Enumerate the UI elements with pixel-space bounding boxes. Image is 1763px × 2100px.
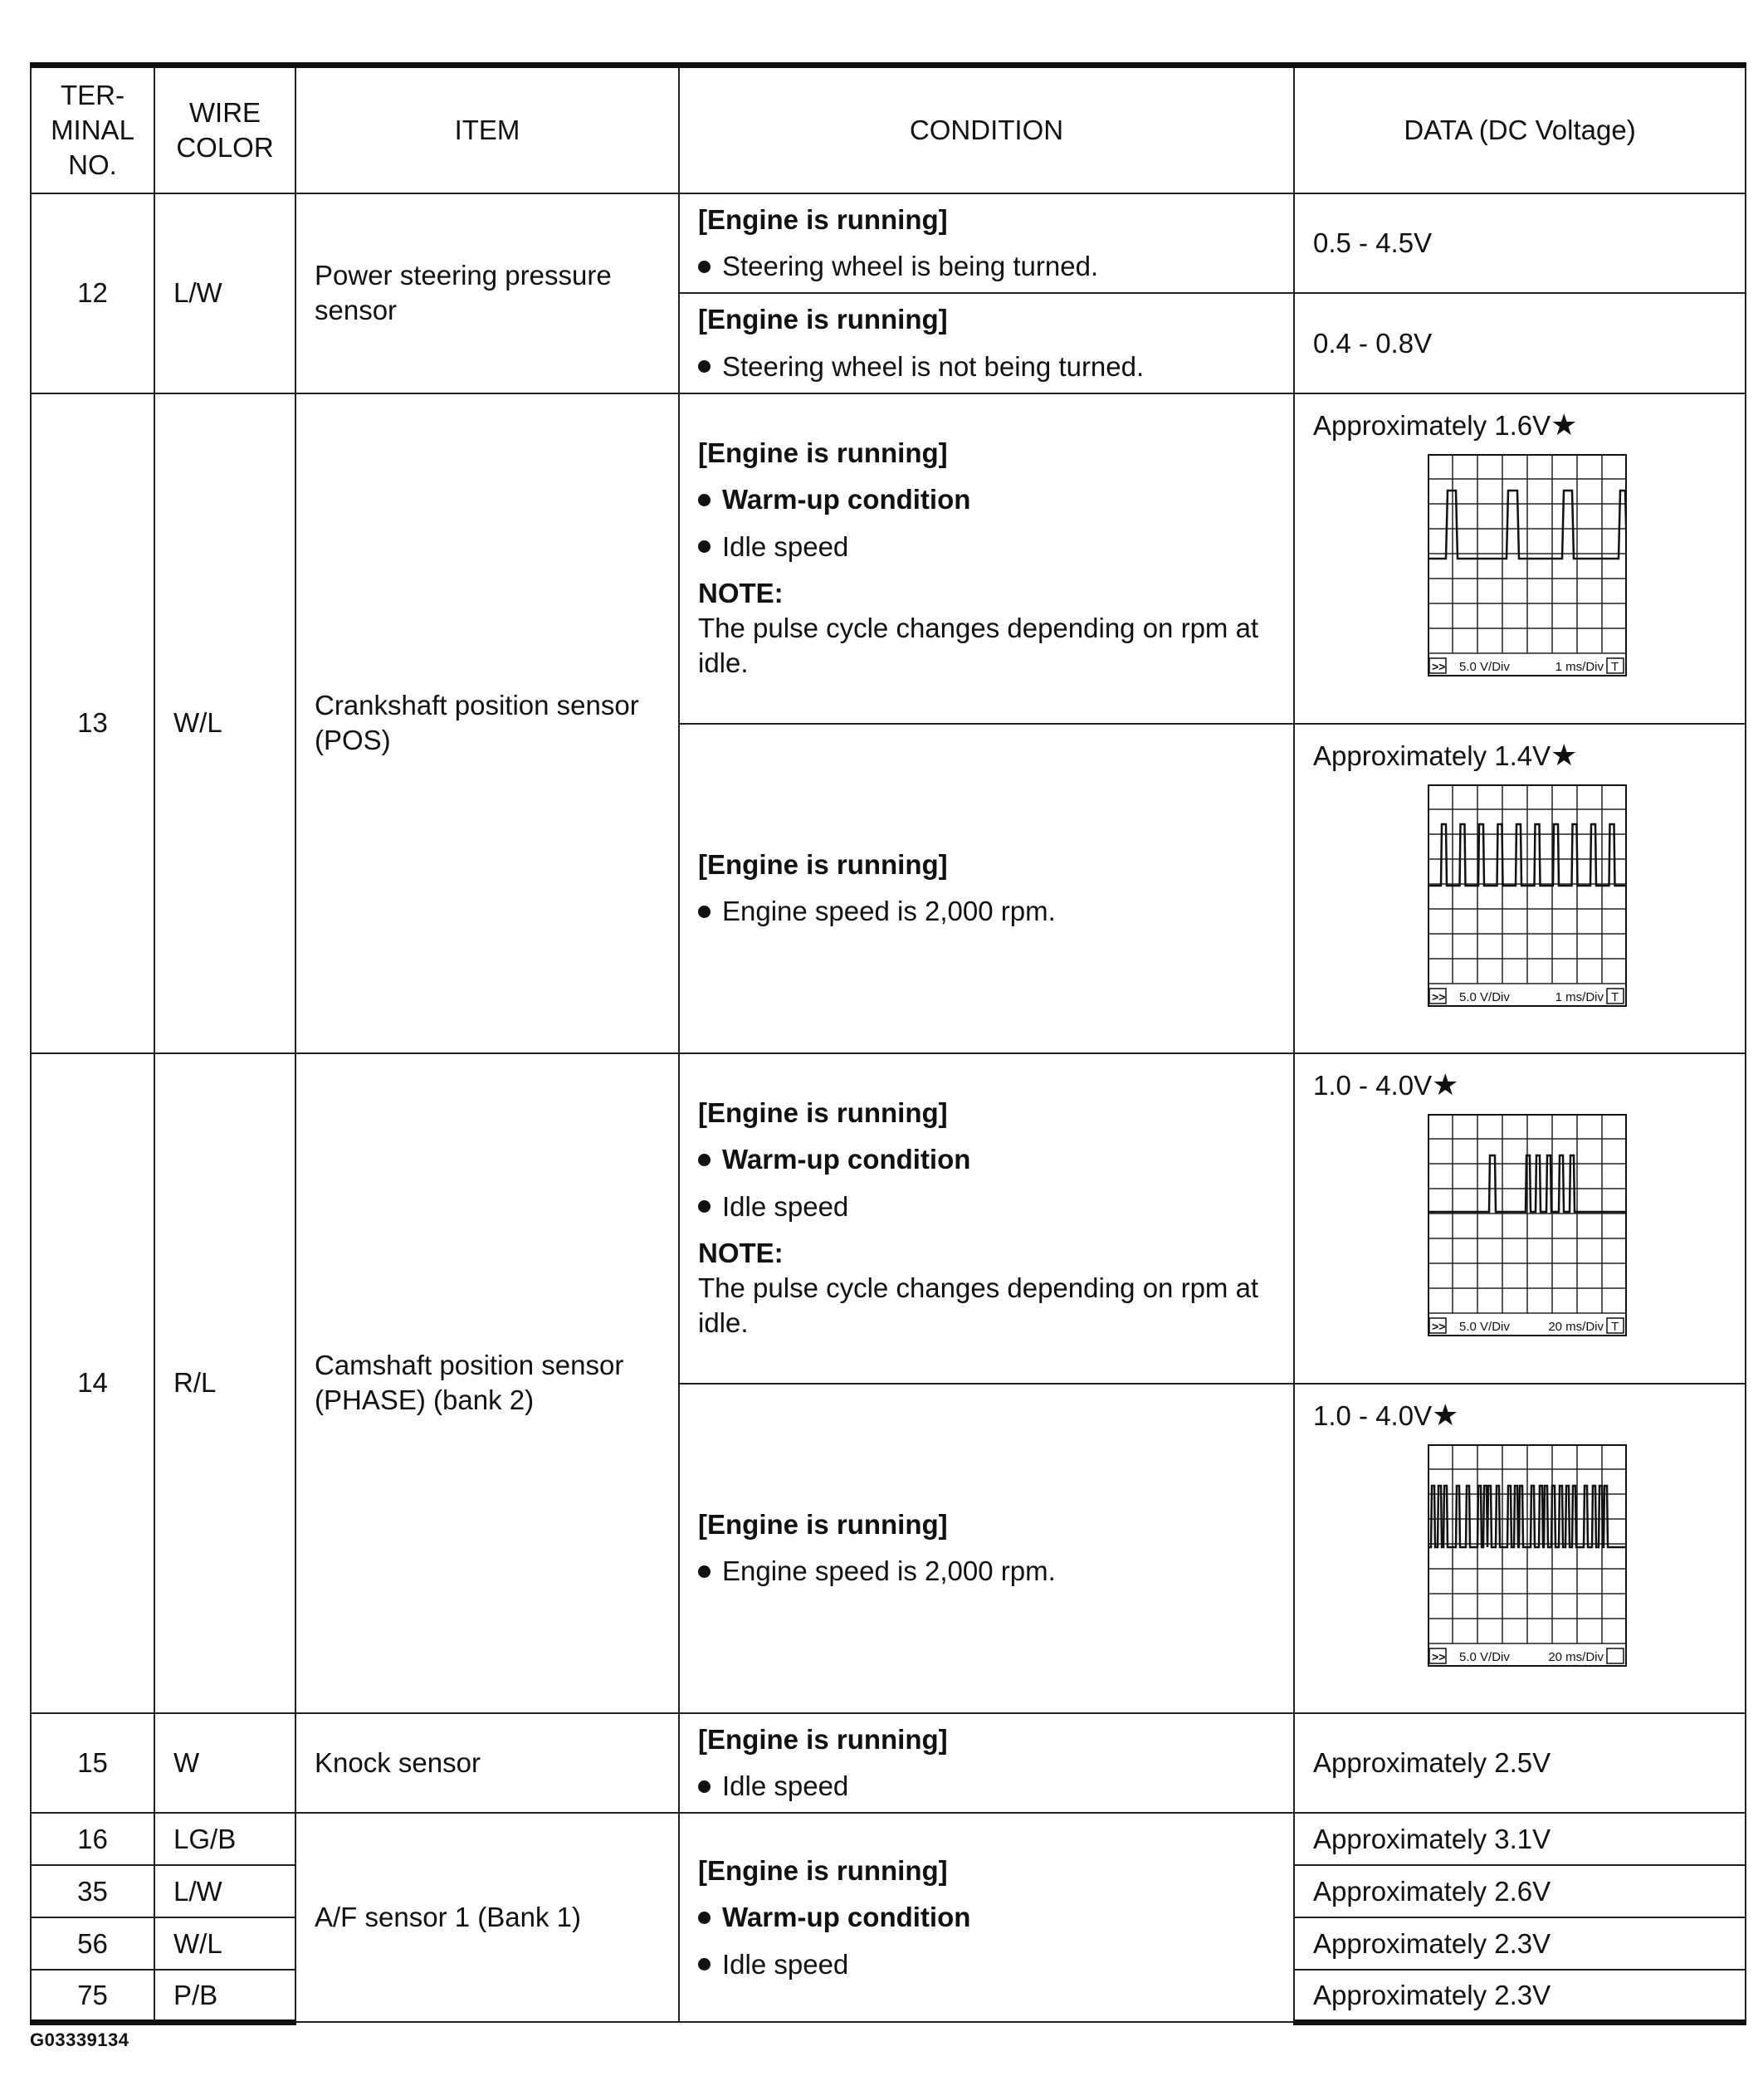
scope-start-label: >> — [1432, 1650, 1446, 1664]
table-row — [31, 1713, 1746, 1813]
condition-cell — [679, 1053, 1294, 1384]
terminal-cell: 13 — [31, 393, 154, 1053]
terminal-cell: 14 — [31, 1053, 154, 1713]
item-cell: Knock sensor — [295, 1713, 679, 1813]
item-cell: Crankshaft position sensor (POS) — [295, 393, 679, 1053]
terminal-data-table — [30, 62, 1746, 2025]
header-terminal-line3: NO. — [68, 149, 117, 181]
star-icon: ★ — [1551, 737, 1578, 772]
scope-start-label: >> — [1432, 1320, 1446, 1334]
note-label: NOTE: — [698, 577, 784, 608]
data-cell — [1294, 1384, 1746, 1713]
data-cell: Approximately 2.3V — [1294, 1970, 1746, 2022]
wire-color-cell: P/B — [154, 1970, 295, 2022]
scope-end-label: T — [1611, 660, 1619, 675]
data-value: Approximately 1.6V — [1313, 409, 1551, 441]
bullet-icon — [698, 1958, 711, 1971]
terminal-cell: 12 — [31, 193, 154, 393]
item-cell: Camshaft position sensor (PHASE) (bank 2) — [295, 1053, 679, 1713]
wire-color-cell: L/W — [154, 1865, 295, 1917]
note-text: The pulse cycle changes depending on rpm at idle. — [698, 1272, 1259, 1339]
figure-code: G03339134 — [30, 2029, 129, 2050]
scope-volt-label: 5.0 V/Div — [1459, 1650, 1510, 1665]
wire-color-cell: W — [154, 1713, 295, 1813]
wire-color-cell: W/L — [154, 1917, 295, 1970]
star-icon: ★ — [1432, 1397, 1459, 1432]
header-condition: CONDITION — [679, 66, 1294, 194]
header-wire-color — [154, 66, 295, 194]
scope-end-marker — [1607, 1648, 1624, 1663]
scope-end-label: T — [1611, 1320, 1619, 1335]
condition-bullet: Idle speed — [698, 1947, 1275, 1982]
data-cell — [1294, 1053, 1746, 1384]
condition-cell — [679, 1713, 1294, 1813]
wire-color-cell: R/L — [154, 1053, 295, 1713]
bullet-icon — [698, 261, 711, 273]
header-row — [31, 66, 1746, 194]
scope-time-label: 1 ms/Div — [1555, 990, 1604, 1005]
item-cell: A/F sensor 1 (Bank 1) — [295, 1813, 679, 2022]
data-cell — [1294, 724, 1746, 1053]
condition-bullet: Warm-up condition — [698, 1142, 1275, 1177]
note-label: NOTE: — [698, 1237, 784, 1268]
bullet-icon — [698, 906, 711, 918]
condition-header: [Engine is running] — [698, 1855, 948, 1887]
condition-bullet: Idle speed — [698, 1189, 1275, 1224]
bullet-icon — [698, 1200, 711, 1213]
condition-header: [Engine is running] — [698, 204, 948, 235]
scope-graph — [1428, 1444, 1627, 1667]
header-terminal — [31, 66, 154, 194]
condition-bullet: Warm-up condition — [698, 1900, 1275, 1935]
condition-cell — [679, 1813, 1294, 2022]
note-text: The pulse cycle changes depending on rpm at idle. — [698, 613, 1259, 679]
condition-bullet: Steering wheel is being turned. — [698, 249, 1275, 284]
scope-volt-label: 5.0 V/Div — [1459, 990, 1510, 1005]
data-cell: Approximately 2.5V — [1294, 1713, 1746, 1813]
scope-start-label: >> — [1432, 990, 1446, 1004]
terminal-cell: 16 — [31, 1813, 154, 1865]
data-cell: 0.5 - 4.5V — [1294, 193, 1746, 293]
bullet-icon — [698, 1780, 711, 1793]
header-terminal-line1: TER- — [61, 79, 125, 110]
star-icon: ★ — [1551, 407, 1578, 442]
data-cell — [1294, 393, 1746, 724]
scope-time-label: 20 ms/Div — [1548, 1650, 1604, 1665]
data-value: Approximately 1.4V — [1313, 740, 1551, 771]
condition-cell — [679, 724, 1294, 1053]
condition-bullet: Warm-up condition — [698, 482, 1275, 517]
wire-color-cell: W/L — [154, 393, 295, 1053]
condition-cell — [679, 193, 1294, 293]
oscilloscope-waveform — [1428, 454, 1627, 676]
bullet-icon — [698, 1565, 711, 1578]
condition-header: [Engine is running] — [698, 304, 948, 335]
data-value: 1.0 - 4.0V — [1313, 1069, 1433, 1101]
bullet-icon — [698, 360, 711, 373]
condition-header: [Engine is running] — [698, 849, 948, 881]
table-row — [31, 193, 1746, 293]
condition-bullet: Idle speed — [698, 530, 1275, 564]
bullet-icon — [698, 1154, 711, 1166]
scope-volt-label: 5.0 V/Div — [1459, 660, 1510, 675]
condition-bullet: Idle speed — [698, 1769, 1275, 1804]
bullet-icon — [698, 540, 711, 553]
oscilloscope-waveform — [1428, 1114, 1627, 1336]
scope-graph — [1428, 784, 1627, 1007]
terminal-cell: 56 — [31, 1917, 154, 1970]
table-row — [31, 393, 1746, 724]
condition-header: [Engine is running] — [698, 437, 948, 469]
condition-cell — [679, 393, 1294, 724]
condition-bullet: Engine speed is 2,000 rpm. — [698, 894, 1275, 929]
condition-bullet: Engine speed is 2,000 rpm. — [698, 1554, 1275, 1589]
terminal-cell: 75 — [31, 1970, 154, 2022]
bullet-icon — [698, 1912, 711, 1924]
header-wire-line2: COLOR — [176, 132, 274, 163]
wire-color-cell: LG/B — [154, 1813, 295, 1865]
data-cell: Approximately 2.6V — [1294, 1865, 1746, 1917]
scope-graph — [1428, 1114, 1627, 1336]
terminal-cell: 15 — [31, 1713, 154, 1813]
condition-bullet: Steering wheel is not being turned. — [698, 349, 1275, 384]
condition-cell — [679, 293, 1294, 393]
condition-cell — [679, 1384, 1294, 1713]
scope-start-label: >> — [1432, 660, 1446, 674]
terminal-cell: 35 — [31, 1865, 154, 1917]
scope-volt-label: 5.0 V/Div — [1459, 1320, 1510, 1335]
header-data: DATA (DC Voltage) — [1294, 66, 1746, 194]
table-row — [31, 1813, 1746, 1865]
data-cell: 0.4 - 0.8V — [1294, 293, 1746, 393]
condition-header: [Engine is running] — [698, 1723, 948, 1755]
wire-color-cell: L/W — [154, 193, 295, 393]
scope-end-label: T — [1611, 990, 1619, 1005]
header-terminal-line2: MINAL — [51, 114, 134, 145]
condition-header: [Engine is running] — [698, 1097, 948, 1129]
oscilloscope-waveform — [1428, 1444, 1627, 1667]
item-cell: Power steering pressure sensor — [295, 193, 679, 393]
oscilloscope-waveform — [1428, 784, 1627, 1007]
condition-header: [Engine is running] — [698, 1509, 948, 1541]
header-item: ITEM — [295, 66, 679, 194]
star-icon: ★ — [1432, 1067, 1459, 1101]
scope-graph — [1428, 454, 1627, 676]
data-cell: Approximately 2.3V — [1294, 1917, 1746, 1970]
table-row — [31, 1053, 1746, 1384]
bullet-icon — [698, 494, 711, 506]
scope-time-label: 1 ms/Div — [1555, 660, 1604, 675]
data-cell: Approximately 3.1V — [1294, 1813, 1746, 1865]
data-value: 1.0 - 4.0V — [1313, 1399, 1433, 1431]
header-wire-line1: WIRE — [188, 96, 261, 128]
scope-time-label: 20 ms/Div — [1548, 1320, 1604, 1335]
